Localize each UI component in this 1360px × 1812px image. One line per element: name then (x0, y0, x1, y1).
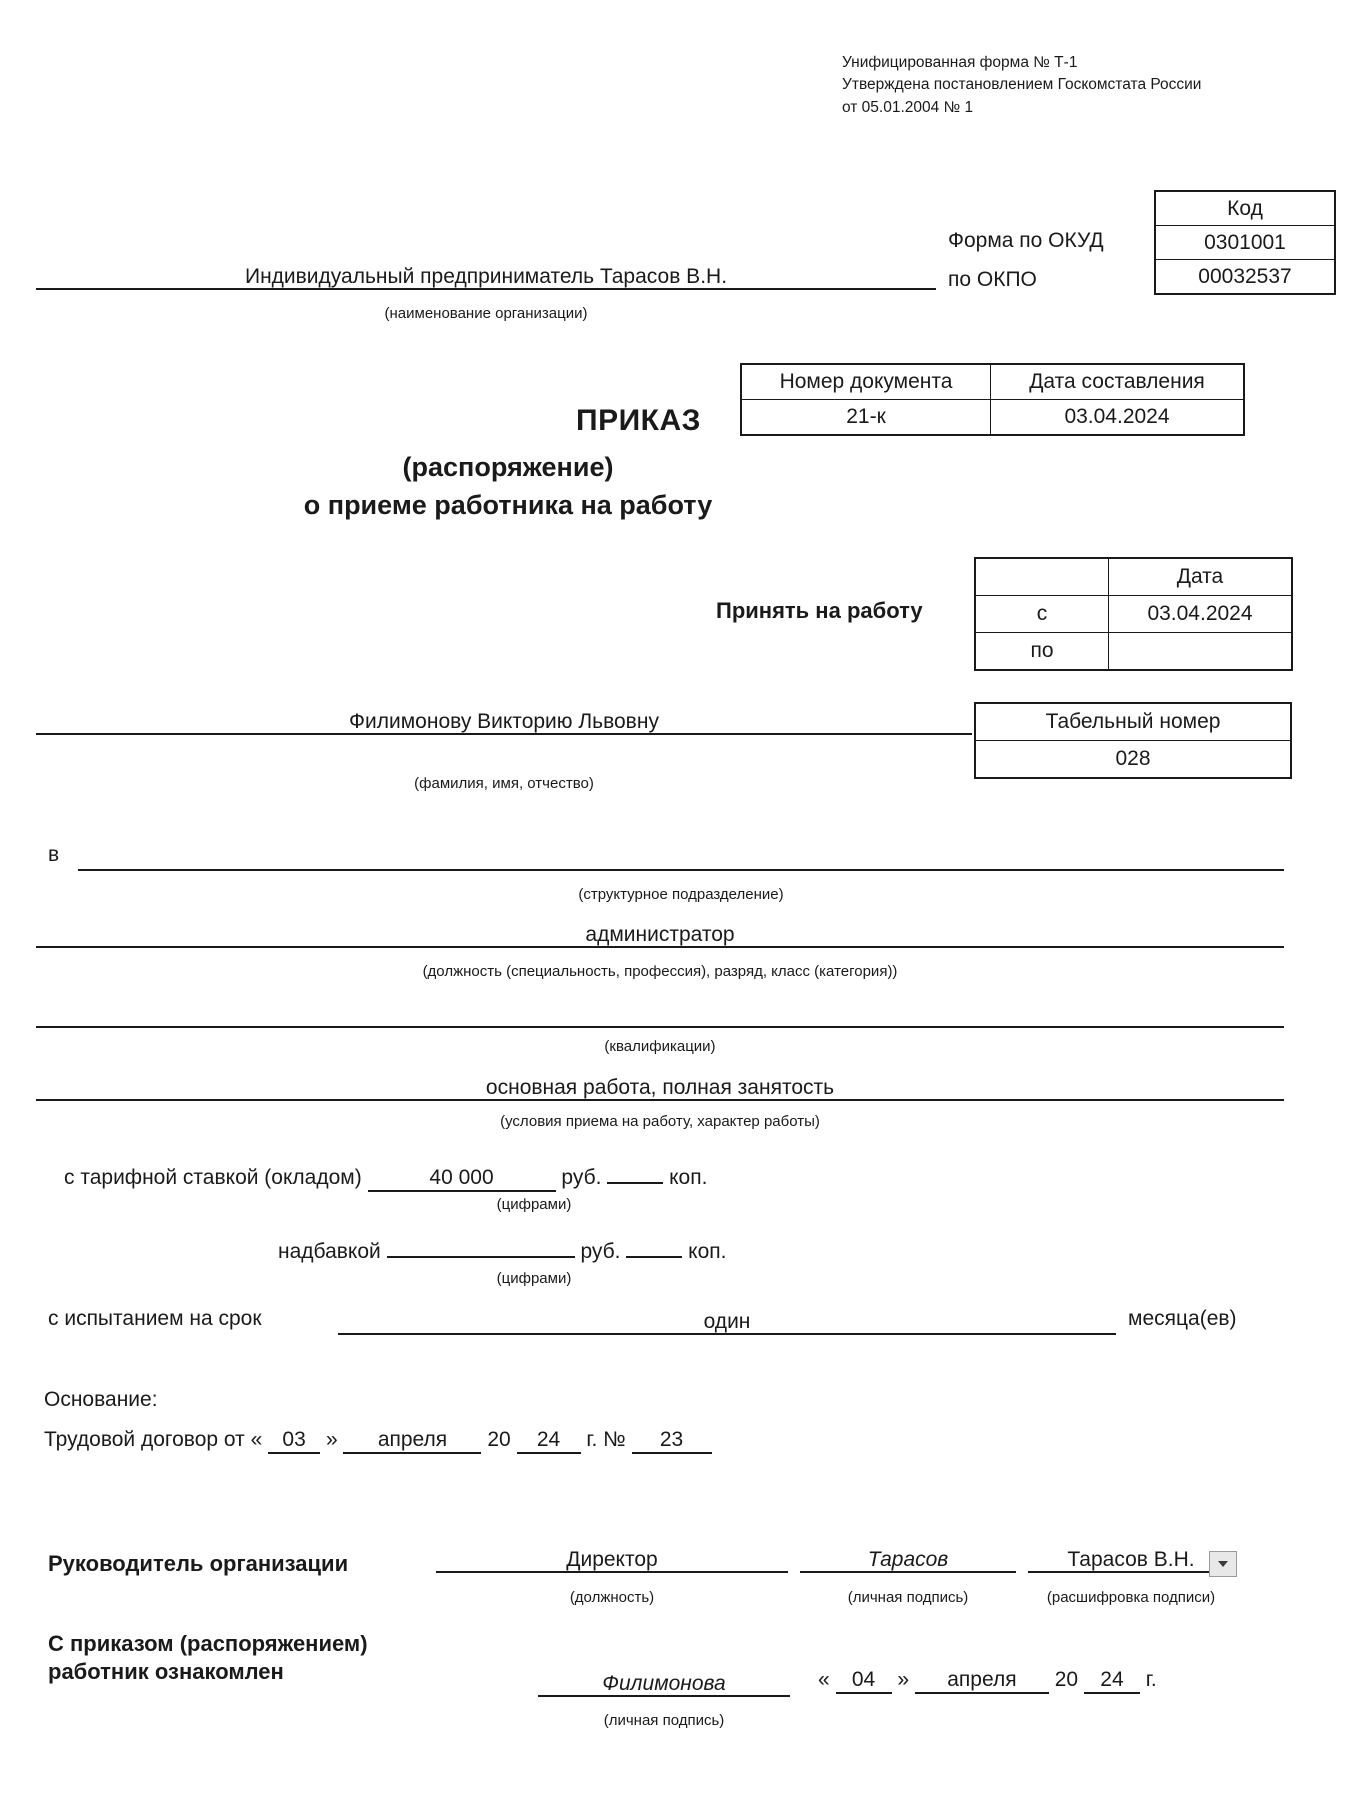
table-row (975, 703, 1291, 741)
code-table-header: Код (1155, 191, 1335, 226)
head-signature-label: Руководитель организации (48, 1551, 349, 1576)
basis-prefix: Трудовой договор от « (44, 1428, 263, 1451)
position-value: администратор (585, 922, 735, 946)
document-date-header: Дата составления (991, 364, 1245, 400)
head-signature-field[interactable] (800, 1545, 1016, 1573)
organization-name-value: Индивидуальный предприниматель Тарасов В.Н. (244, 264, 728, 288)
probation-value: один (703, 1309, 751, 1333)
page-subtitle-1: (распоряжение) (402, 452, 614, 482)
chevron-down-icon[interactable] (1209, 1551, 1237, 1577)
in-label: в (48, 843, 60, 866)
tab-number-table (974, 702, 1292, 779)
form-reference (842, 52, 1201, 119)
document-number-header: Номер документа (741, 364, 991, 400)
acknowledgement-year-input[interactable]: 24 (1084, 1668, 1140, 1694)
acknowledgement-signature-caption: (личная подпись) (603, 1712, 725, 1729)
probation-field[interactable] (338, 1307, 1116, 1335)
acknowledgement-year-prefix: 20 (1054, 1668, 1079, 1691)
basis-day-input[interactable]: 03 (268, 1428, 320, 1454)
okud-value: 0301001 (1155, 226, 1335, 260)
head-position-caption: (должность) (569, 1589, 655, 1606)
head-position-value: Директор (566, 1547, 658, 1571)
qualification-field[interactable] (36, 1000, 1284, 1028)
qualification-caption: (квалификации) (604, 1038, 716, 1055)
okud-label: Форма по ОКУД (948, 229, 1104, 252)
head-signature-caption: (личная подпись) (847, 1589, 969, 1606)
salary-bonus-caption: (цифрами) (496, 1270, 572, 1287)
head-decode-field[interactable] (1028, 1545, 1234, 1573)
table-row (1155, 226, 1335, 260)
acknowledgement-quote-open: « (818, 1668, 830, 1691)
organization-name-field[interactable] (36, 262, 936, 290)
hire-date-header: Дата (1109, 558, 1293, 596)
salary-bonus-kop-input[interactable] (626, 1256, 682, 1258)
hire-from-label: с (975, 596, 1109, 633)
position-caption: (должность (специальность, профессия), разряд, класс (категория)) (422, 963, 898, 980)
table-row (975, 596, 1292, 633)
acknowledgement-signature-field[interactable] (538, 1669, 790, 1697)
acknowledgement-date-row (818, 1668, 1157, 1694)
work-conditions-value: основная работа, полная занятость (485, 1075, 835, 1099)
table-row (975, 741, 1291, 779)
salary-rate-label: с тарифной ставкой (окладом) (64, 1166, 362, 1189)
tab-number-value[interactable]: 028 (975, 741, 1291, 779)
basis-month-input[interactable]: апреля (343, 1428, 481, 1454)
probation-label: с испытанием на срок (48, 1307, 262, 1330)
salary-bonus-label: надбавкой (278, 1240, 381, 1263)
basis-number-input[interactable]: 23 (632, 1428, 712, 1454)
hire-to-label: по (975, 633, 1109, 671)
acknowledgement-month-input[interactable]: апреля (915, 1668, 1049, 1694)
basis-year-suffix: г. № (586, 1428, 626, 1451)
tab-number-header: Табельный номер (975, 703, 1291, 741)
salary-bonus-rub-label: руб. (580, 1240, 621, 1263)
subdivision-caption: (структурное подразделение) (578, 886, 784, 903)
salary-bonus-row (278, 1240, 726, 1264)
basis-quote-close: » (325, 1428, 338, 1451)
hire-from-value[interactable]: 03.04.2024 (1109, 596, 1293, 633)
probation-suffix: месяца(ев) (1128, 1307, 1237, 1330)
table-row (1155, 191, 1335, 226)
employee-name-value: Филимонову Викторию Львовну (349, 709, 659, 733)
table-row (975, 558, 1292, 596)
form-reference-line-3: от 05.01.2004 № 1 (842, 98, 974, 116)
acknowledgement-day-input[interactable]: 04 (836, 1668, 892, 1694)
basis-year-prefix: 20 (487, 1428, 511, 1451)
basis-label: Основание: (44, 1388, 158, 1411)
salary-rate-row (64, 1166, 707, 1192)
head-position-field[interactable] (436, 1545, 788, 1573)
subdivision-field[interactable] (78, 843, 1284, 871)
salary-bonus-kop-label: коп. (688, 1240, 727, 1263)
salary-rate-input[interactable]: 40 000 (368, 1166, 556, 1192)
document-number-table (740, 363, 1245, 436)
basis-row (44, 1428, 712, 1454)
document-date-value[interactable]: 03.04.2024 (991, 400, 1245, 436)
table-row (975, 633, 1292, 671)
okpo-label: по ОКПО (948, 268, 1037, 291)
head-decode-caption: (расшифровка подписи) (1046, 1589, 1216, 1606)
acknowledgement-quote-close: » (897, 1668, 910, 1691)
head-signature-value: Тарасов (867, 1547, 949, 1571)
acknowledgement-year-suffix: г. (1145, 1668, 1157, 1691)
table-row (741, 364, 1244, 400)
acknowledgement-signature-value: Филимонова (602, 1671, 726, 1695)
salary-rate-caption: (цифрами) (496, 1196, 572, 1213)
work-conditions-field[interactable] (36, 1073, 1284, 1101)
document-number-value[interactable]: 21-к (741, 400, 991, 436)
basis-year-input[interactable]: 24 (517, 1428, 581, 1454)
table-row (1155, 260, 1335, 295)
acknowledgement-label-line-1: С приказом (распоряжением) (48, 1631, 368, 1656)
okpo-value: 00032537 (1155, 260, 1335, 295)
form-reference-line-1: Унифицированная форма № Т-1 (842, 54, 1078, 71)
form-reference-line-2: Утверждена постановлением Госкомстата России (842, 76, 1202, 94)
salary-bonus-input[interactable] (387, 1256, 575, 1258)
table-row (741, 400, 1244, 436)
page-title: ПРИКАЗ (576, 404, 701, 437)
salary-rate-kop-input[interactable] (607, 1182, 663, 1184)
hire-label: Принять на работу (716, 598, 923, 623)
position-field[interactable] (36, 920, 1284, 948)
employee-name-field[interactable] (36, 707, 972, 735)
salary-rate-rub-label: руб. (561, 1166, 602, 1189)
organization-caption: (наименование организации) (384, 305, 588, 322)
acknowledgement-label-line-2: работник ознакомлен (48, 1658, 284, 1684)
salary-rate-kop-label: коп. (669, 1166, 708, 1189)
employee-name-caption: (фамилия, имя, отчество) (414, 775, 594, 792)
head-decode-value: Тарасов В.Н. (1067, 1547, 1195, 1571)
hire-to-value[interactable] (1109, 633, 1293, 671)
hire-empty-cell (975, 558, 1109, 596)
hire-date-table (974, 557, 1293, 671)
acknowledgement-label (48, 1630, 368, 1685)
code-table (1154, 190, 1336, 295)
page-subtitle-2: о приеме работника на работу (303, 490, 713, 520)
work-conditions-caption: (условия приема на работу, характер работы) (500, 1113, 820, 1130)
